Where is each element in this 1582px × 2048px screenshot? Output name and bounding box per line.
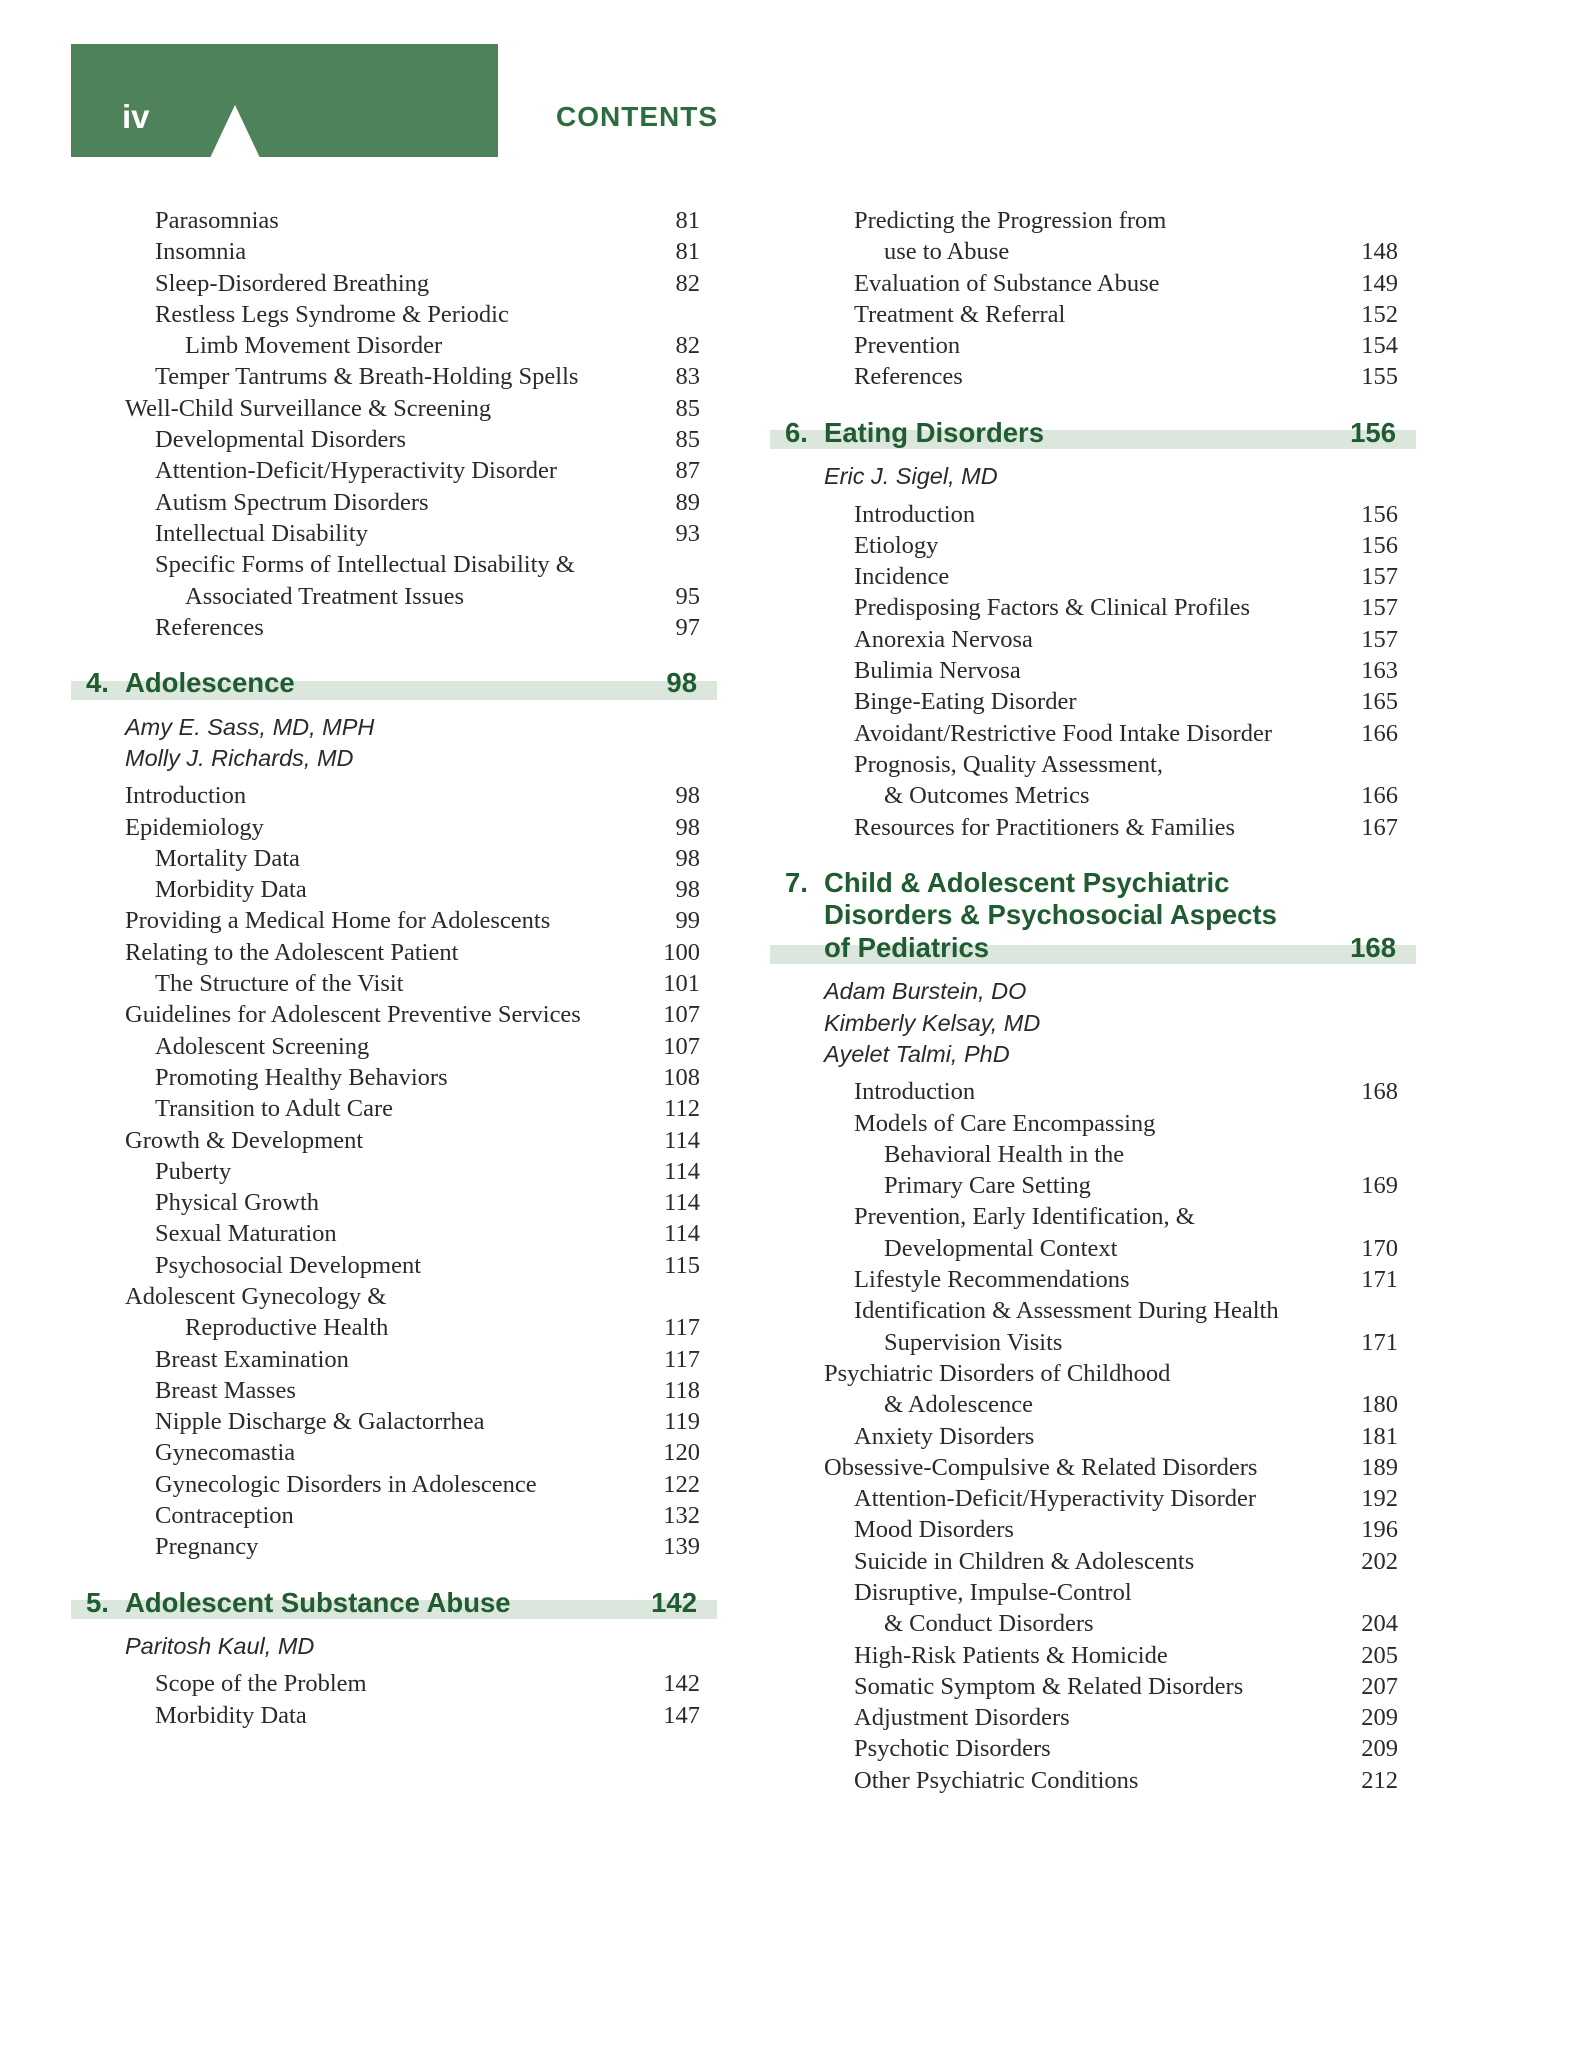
- toc-entry[interactable]: Attention-Deficit/Hyperactivity Disorder 87: [155, 457, 700, 485]
- toc-entry[interactable]: Evaluation of Substance Abuse 149: [854, 269, 1398, 297]
- chapter-number: 6.: [785, 416, 808, 448]
- toc-entry[interactable]: Identification & Assessment During Health: [854, 1297, 1279, 1325]
- toc-section-continued: [770, 205, 1416, 393]
- toc-entry[interactable]: Mortality Data 98: [155, 844, 700, 872]
- toc-entry[interactable]: Behavioral Health in the: [884, 1140, 1125, 1168]
- toc-entry[interactable]: Nipple Discharge & Galactorrhea 119: [155, 1408, 700, 1436]
- chapter-6-entries: [770, 499, 1416, 843]
- chapter-title-line: of Pediatrics: [824, 931, 990, 963]
- toc-entry[interactable]: High-Risk Patients & Homicide 205: [854, 1641, 1398, 1669]
- toc-entry[interactable]: The Structure of the Visit 101: [155, 970, 700, 998]
- toc-entry[interactable]: Mood Disorders 196: [854, 1516, 1398, 1544]
- toc-entry[interactable]: Breast Masses 118: [155, 1376, 700, 1404]
- toc-entry[interactable]: Suicide in Children & Adolescents 202: [854, 1547, 1398, 1575]
- chapter-heading-5[interactable]: [71, 1587, 717, 1620]
- toc-entry[interactable]: Anorexia Nervosa 157: [854, 625, 1398, 653]
- toc-entry[interactable]: Binge-Eating Disorder 165: [854, 688, 1398, 716]
- toc-entry[interactable]: Psychosocial Development 115: [155, 1251, 700, 1279]
- chapter-7-entries: [770, 1076, 1416, 1796]
- page-number: iv: [122, 98, 150, 135]
- toc-entry[interactable]: Etiology 156: [854, 531, 1398, 559]
- chapter-authors: [71, 708, 717, 781]
- author-name: Adam Burstein, DO: [824, 978, 1027, 1005]
- chapter-authors: [770, 457, 1416, 498]
- toc-section-continued: [71, 205, 717, 643]
- toc-entry[interactable]: Primary Care Setting 169: [884, 1172, 1398, 1200]
- chapter-number: 7.: [785, 866, 808, 898]
- toc-entry[interactable]: Developmental Context 170: [884, 1234, 1398, 1262]
- toc-entry[interactable]: Restless Legs Syndrome & Periodic: [155, 300, 509, 328]
- toc-entry[interactable]: Introduction 98: [125, 782, 700, 810]
- author-name: Molly J. Richards, MD: [125, 744, 354, 771]
- toc-entry[interactable]: & Conduct Disorders 204: [884, 1610, 1398, 1638]
- header-tab-notch: [210, 105, 260, 158]
- author-name: Paritosh Kaul, MD: [125, 1633, 315, 1660]
- toc-entry[interactable]: Parasomnias 81: [155, 207, 700, 234]
- toc-entry[interactable]: Contraception 132: [155, 1502, 700, 1530]
- toc-entry[interactable]: Obsessive-Compulsive & Related Disorders 189: [824, 1453, 1398, 1481]
- toc-left-column: [71, 205, 717, 1731]
- chapter-heading-6[interactable]: [770, 417, 1416, 450]
- toc-entry[interactable]: Anxiety Disorders 181: [854, 1422, 1398, 1450]
- toc-entry[interactable]: Epidemiology 98: [125, 813, 700, 841]
- toc-entry[interactable]: Growth & Development 114: [125, 1126, 700, 1154]
- chapter-heading-7[interactable]: [770, 867, 1416, 965]
- toc-entry[interactable]: & Adolescence 180: [884, 1391, 1398, 1419]
- chapter-title: Adolescence: [125, 667, 295, 699]
- toc-entry[interactable]: Sleep-Disordered Breathing 82: [155, 269, 700, 297]
- toc-entry[interactable]: References 97: [155, 613, 700, 641]
- author-name: Ayelet Talmi, PhD: [824, 1040, 1010, 1067]
- toc-entry[interactable]: Introduction 156: [854, 500, 1398, 528]
- chapter-title-line: Disorders & Psychosocial Aspects: [824, 899, 1277, 931]
- toc-entry[interactable]: Predicting the Progression from: [854, 207, 1167, 234]
- toc-entry[interactable]: Physical Growth 114: [155, 1189, 700, 1217]
- toc-entry[interactable]: Models of Care Encompassing: [854, 1109, 1156, 1137]
- toc-entry[interactable]: Adolescent Gynecology &: [125, 1283, 387, 1310]
- toc-entry[interactable]: Prognosis, Quality Assessment,: [854, 750, 1163, 778]
- toc-entry[interactable]: Transition to Adult Care 112: [155, 1095, 700, 1123]
- toc-entry[interactable]: Developmental Disorders 85: [155, 426, 700, 454]
- toc-entry[interactable]: Limb Movement Disorder 82: [185, 332, 700, 360]
- toc-entry[interactable]: Resources for Practitioners & Families 167: [854, 813, 1398, 841]
- toc-entry[interactable]: Adolescent Screening 107: [155, 1032, 700, 1060]
- toc-entry[interactable]: Psychotic Disorders 209: [854, 1735, 1398, 1763]
- toc-entry[interactable]: Sexual Maturation 114: [155, 1220, 700, 1248]
- toc-entry[interactable]: Associated Treatment Issues 95: [185, 582, 700, 610]
- toc-entry[interactable]: Gynecomastia 120: [155, 1439, 700, 1467]
- author-name: Kimberly Kelsay, MD: [824, 1009, 1041, 1036]
- toc-entry[interactable]: Specific Forms of Intellectual Disability &: [155, 551, 575, 579]
- chapter-5-entries: [71, 1668, 717, 1731]
- toc-entry[interactable]: Autism Spectrum Disorders 89: [155, 488, 700, 516]
- toc-entry[interactable]: Pregnancy 139: [155, 1533, 700, 1561]
- toc-entry[interactable]: Introduction 168: [854, 1078, 1398, 1106]
- toc-entry[interactable]: Disruptive, Impulse-Control: [854, 1578, 1132, 1606]
- chapter-page: 98: [666, 667, 697, 699]
- toc-entry[interactable]: Relating to the Adolescent Patient 100: [125, 938, 700, 966]
- toc-entry[interactable]: Avoidant/Restrictive Food Intake Disorder 166: [854, 719, 1398, 747]
- toc-entry[interactable]: Reproductive Health 117: [185, 1314, 700, 1342]
- toc-entry[interactable]: Breast Examination 117: [155, 1345, 700, 1373]
- chapter-number: 4.: [86, 667, 109, 699]
- chapter-authors: [770, 972, 1416, 1076]
- toc-entry[interactable]: Prevention 154: [854, 332, 1398, 360]
- chapter-4-entries: [71, 780, 717, 1562]
- page-title: CONTENTS: [556, 101, 718, 132]
- chapter-page: 168: [1350, 931, 1396, 963]
- toc-entry[interactable]: Gynecologic Disorders in Adolescence 122: [155, 1470, 700, 1498]
- toc-entry[interactable]: Morbidity Data 98: [155, 876, 700, 904]
- toc-entry[interactable]: Well-Child Surveillance & Screening 85: [125, 394, 700, 422]
- toc-entry[interactable]: Temper Tantrums & Breath-Holding Spells 83: [155, 363, 700, 391]
- toc-entry[interactable]: Supervision Visits 171: [884, 1328, 1398, 1356]
- author-name: Eric J. Sigel, MD: [824, 463, 998, 490]
- toc-entry[interactable]: Somatic Symptom & Related Disorders 207: [854, 1672, 1398, 1700]
- author-name: Amy E. Sass, MD, MPH: [125, 713, 375, 740]
- toc-entry[interactable]: Other Psychiatric Conditions 212: [854, 1766, 1398, 1794]
- chapter-page: 156: [1350, 416, 1396, 448]
- chapter-title: Eating Disorders: [824, 416, 1045, 448]
- toc-entry[interactable]: Insomnia 81: [155, 238, 700, 266]
- chapter-heading-4[interactable]: [71, 667, 717, 700]
- toc-entry[interactable]: Puberty 114: [155, 1157, 700, 1185]
- chapter-title-line: Child & Adolescent Psychiatric: [824, 866, 1230, 898]
- toc-entry[interactable]: Bulimia Nervosa 163: [854, 657, 1398, 685]
- toc-entry[interactable]: Promoting Healthy Behaviors 108: [155, 1063, 700, 1091]
- toc-entry[interactable]: Morbidity Data 147: [155, 1701, 700, 1729]
- toc-entry[interactable]: Incidence 157: [854, 563, 1398, 591]
- toc-entry[interactable]: References 155: [854, 363, 1398, 391]
- toc-entry[interactable]: use to Abuse 148: [884, 238, 1398, 266]
- toc-entry[interactable]: & Outcomes Metrics 166: [884, 782, 1398, 810]
- toc-entry[interactable]: Psychiatric Disorders of Childhood: [824, 1359, 1171, 1387]
- toc-entry[interactable]: Treatment & Referral 152: [854, 300, 1398, 328]
- toc-entry[interactable]: Scope of the Problem 142: [155, 1670, 700, 1698]
- toc-entry[interactable]: Attention-Deficit/Hyperactivity Disorder 192: [854, 1485, 1398, 1513]
- toc-entry[interactable]: Predisposing Factors & Clinical Profiles 157: [854, 594, 1398, 622]
- chapter-authors: [71, 1627, 717, 1668]
- toc-entry[interactable]: Adjustment Disorders 209: [854, 1704, 1398, 1732]
- toc-entry[interactable]: Guidelines for Adolescent Preventive Services 107: [125, 1001, 700, 1029]
- toc-entry[interactable]: Providing a Medical Home for Adolescents 99: [125, 907, 700, 935]
- toc-entry[interactable]: Prevention, Early Identification, &: [854, 1203, 1195, 1231]
- chapter-title: Adolescent Substance Abuse: [125, 1586, 511, 1618]
- chapter-number: 5.: [86, 1586, 109, 1618]
- toc-entry[interactable]: Lifestyle Recommendations 171: [854, 1266, 1398, 1294]
- toc-right-column: [770, 205, 1416, 1796]
- chapter-page: 142: [651, 1586, 697, 1618]
- toc-entry[interactable]: Intellectual Disability 93: [155, 519, 700, 547]
